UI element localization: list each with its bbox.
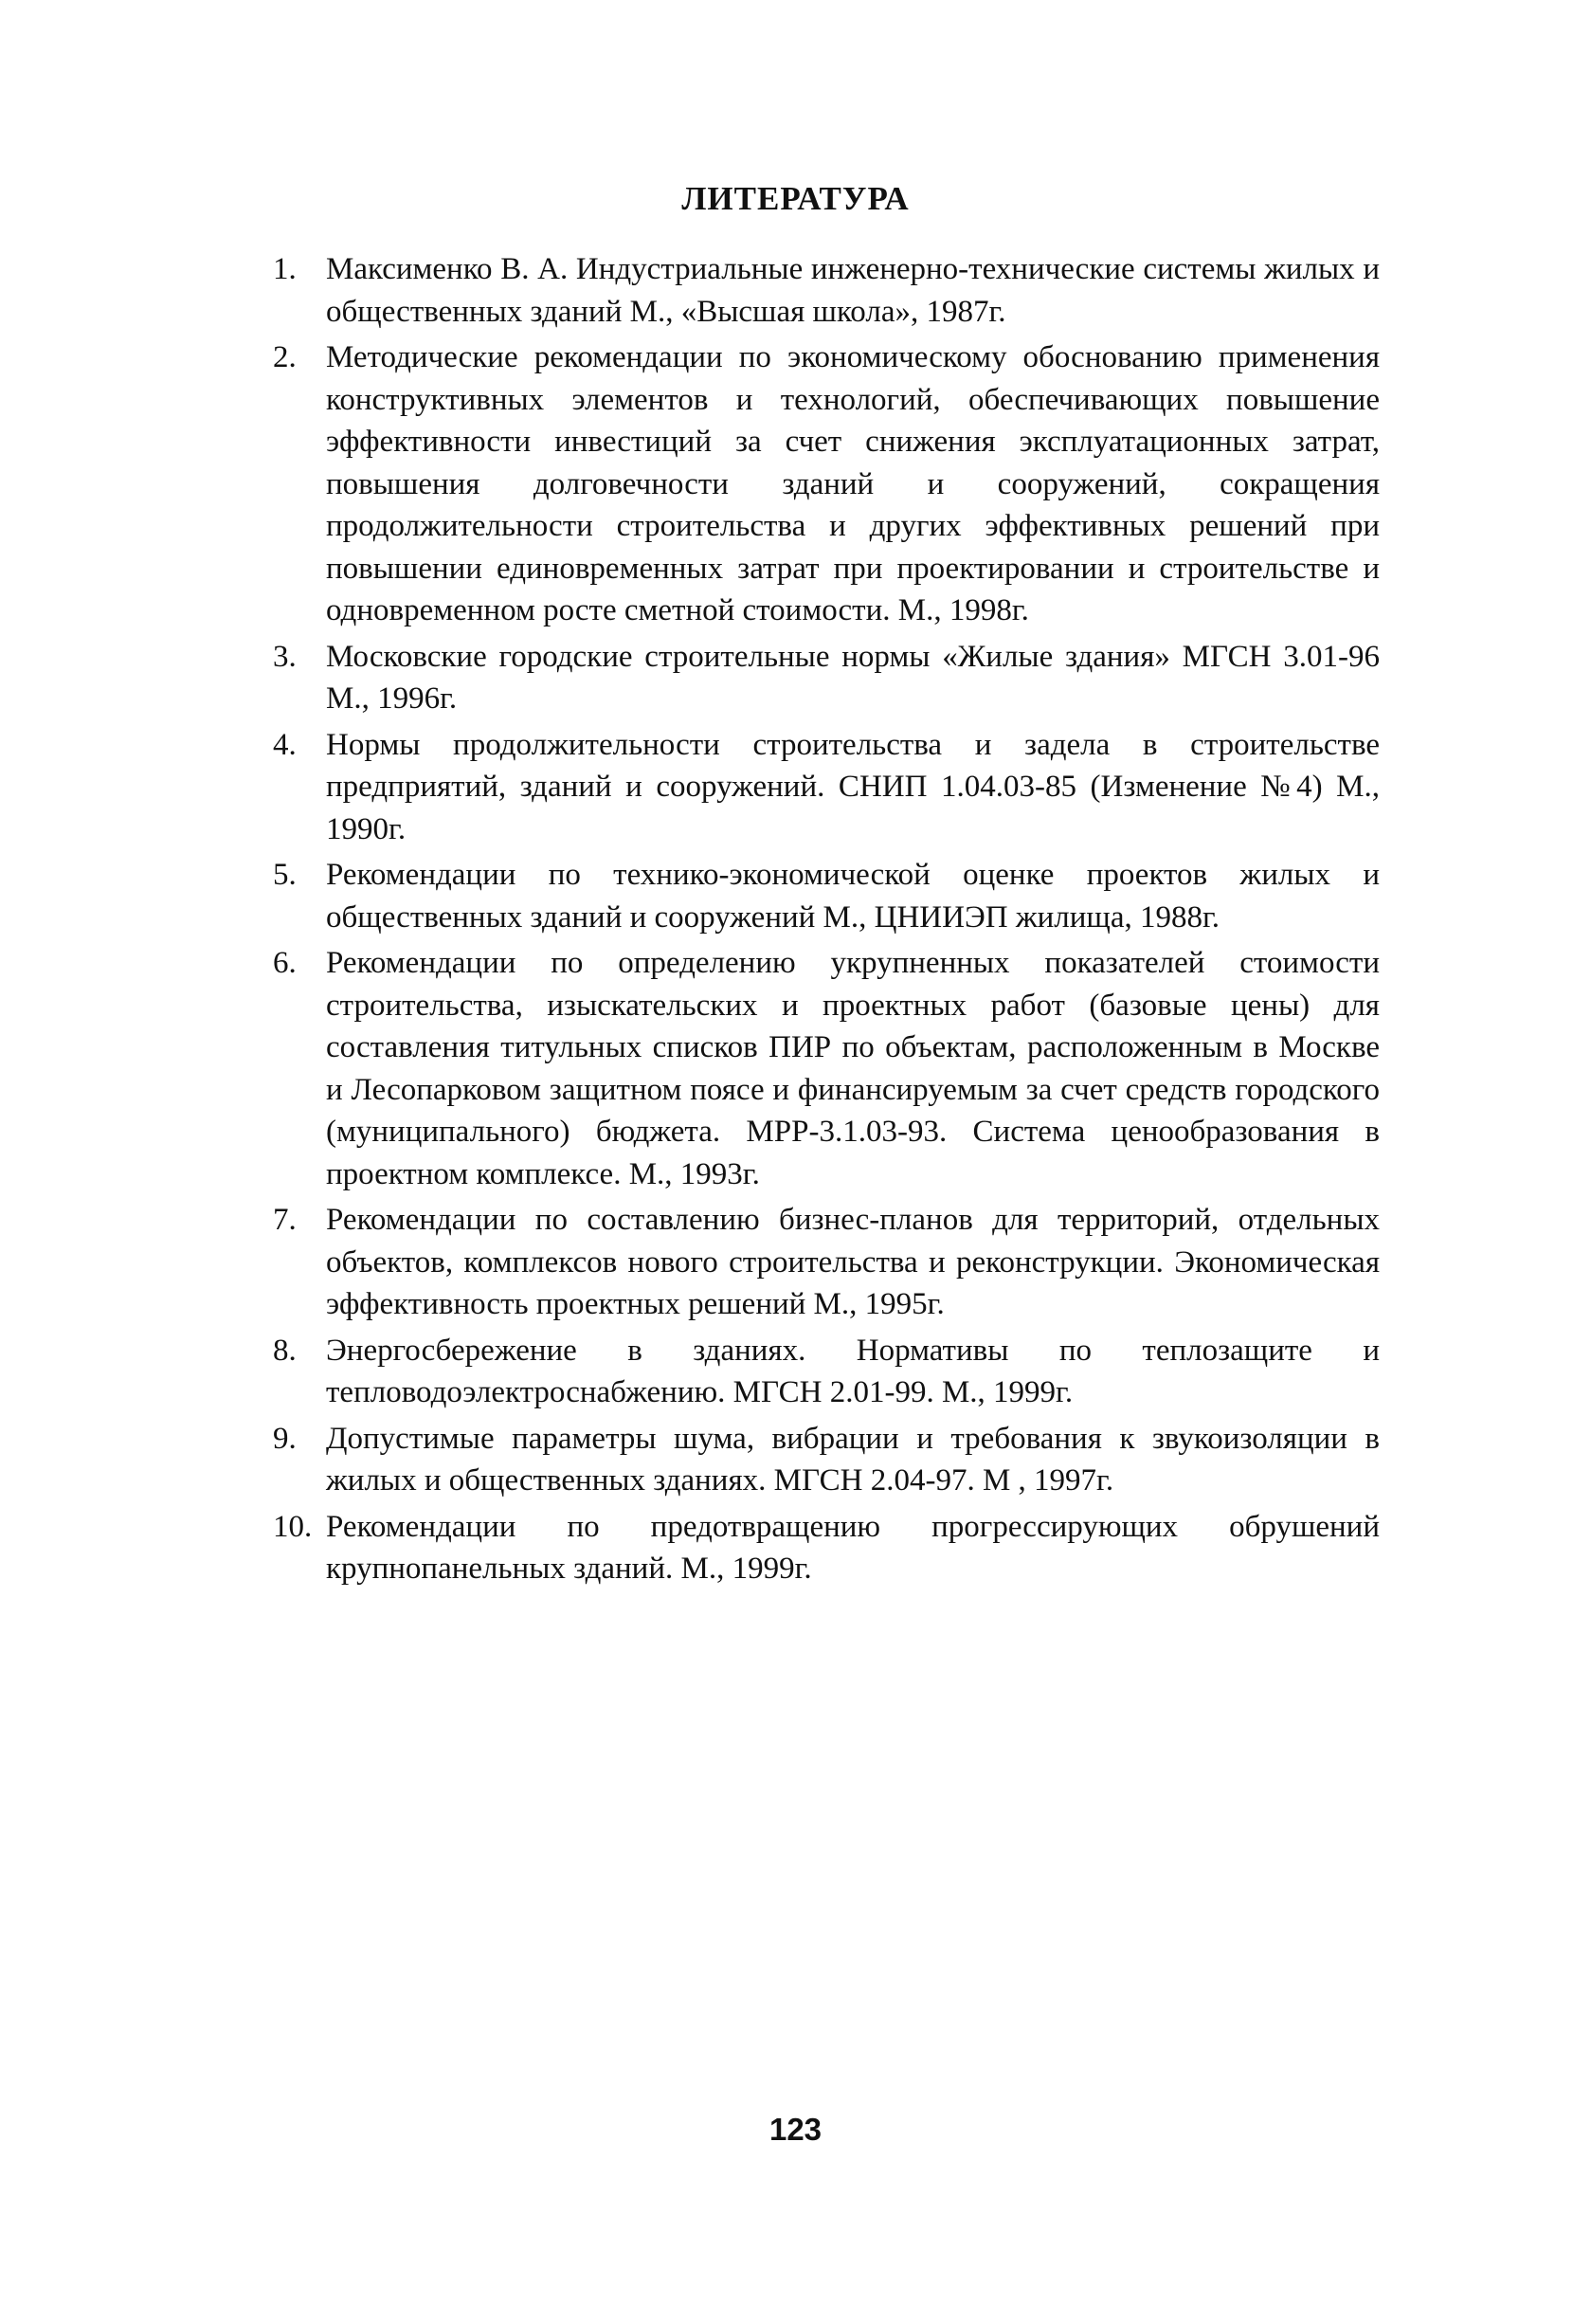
reference-item	[273, 724, 1380, 851]
reference-text: Нормы продолжительности строительства и задела в строительстве предприятий, зданий и сооружений. СНИП 1.04.03-85 (Изменение №4) М., 1990г.	[326, 727, 1380, 846]
reference-item	[273, 1330, 1380, 1414]
reference-text: Рекомендации по составлению бизнес-планов для территорий, отдельных объектов, комплексов нового строительства и реконструкции. Экономическая эффективность проектных решений М., 1995г.	[326, 1203, 1380, 1321]
reference-number: 6.	[273, 946, 297, 980]
reference-item	[273, 1506, 1380, 1590]
reference-number: 7.	[273, 1203, 297, 1237]
reference-text: Рекомендации по предотвращению прогрессирующих обрушений крупнопанельных зданий. М., 1999г.	[326, 1509, 1380, 1586]
reference-number: 9.	[273, 1421, 297, 1456]
reference-item	[273, 1418, 1380, 1502]
reference-text: Энергосбережение в зданиях. Нормативы по теплозащите и тепловодоэлектроснабжению. МГСН 2.01-99. М., 1999г.	[326, 1333, 1380, 1409]
reference-number: 3.	[273, 639, 297, 674]
reference-text: Допустимые параметры шума, вибрации и требования к звукоизоляции в жилых и общественных зданиях. МГСН 2.04-97. М , 1997г.	[326, 1421, 1380, 1498]
reference-item	[273, 942, 1380, 1195]
reference-text: Рекомендации по определению укрупненных показателей стоимости строительства, изыскательских и проектных работ (базовые цены) для составления титульных списков ПИР по объектам, расположенным в Москве и Лесопарковом защитном поясе и финансируемым за счет средств городского (муниципального) бюджета. МРР-3.1.03-93. Система ценообразования в проектном комплексе. М., 1993г.	[326, 946, 1380, 1191]
reference-text: Рекомендации по технико-экономической оценке проектов жилых и общественных зданий и сооружений М., ЦНИИЭП жилища, 1988г.	[326, 858, 1380, 935]
reference-number: 5.	[273, 858, 297, 892]
page-number: 123	[768, 2112, 823, 2147]
reference-number: 1.	[273, 252, 297, 286]
reference-number: 8.	[273, 1333, 297, 1368]
reference-number: 10.	[273, 1509, 313, 1544]
reference-number: 2.	[273, 340, 297, 374]
page-title: ЛИТЕРАТУРА	[681, 180, 910, 217]
reference-item	[273, 248, 1380, 333]
reference-item	[273, 336, 1380, 632]
reference-text: Методические рекомендации по экономическому обоснованию применения конструктивных элементов и технологий, обеспечивающих повышение эффективности инвестиций за счет снижения эксплуатационных затрат, повышения долговечности зданий и сооружений, сокращения продолжительности строительства и других эффективных решений при повышении единовременных затрат при проектировании и строительстве и одновременном росте сметной стоимости. М., 1998г.	[326, 340, 1380, 627]
reference-list	[273, 248, 1380, 1594]
reference-item	[273, 636, 1380, 720]
reference-number: 4.	[273, 727, 297, 762]
reference-text: Московские городские строительные нормы «Жилые здания» МГСН 3.01-96 М., 1996г.	[326, 639, 1380, 716]
reference-text: Максименко В. А. Индустриальные инженерно-технические системы жилых и общественных зданий М., «Высшая школа», 1987г.	[326, 252, 1380, 329]
reference-item	[273, 854, 1380, 938]
reference-item	[273, 1199, 1380, 1326]
